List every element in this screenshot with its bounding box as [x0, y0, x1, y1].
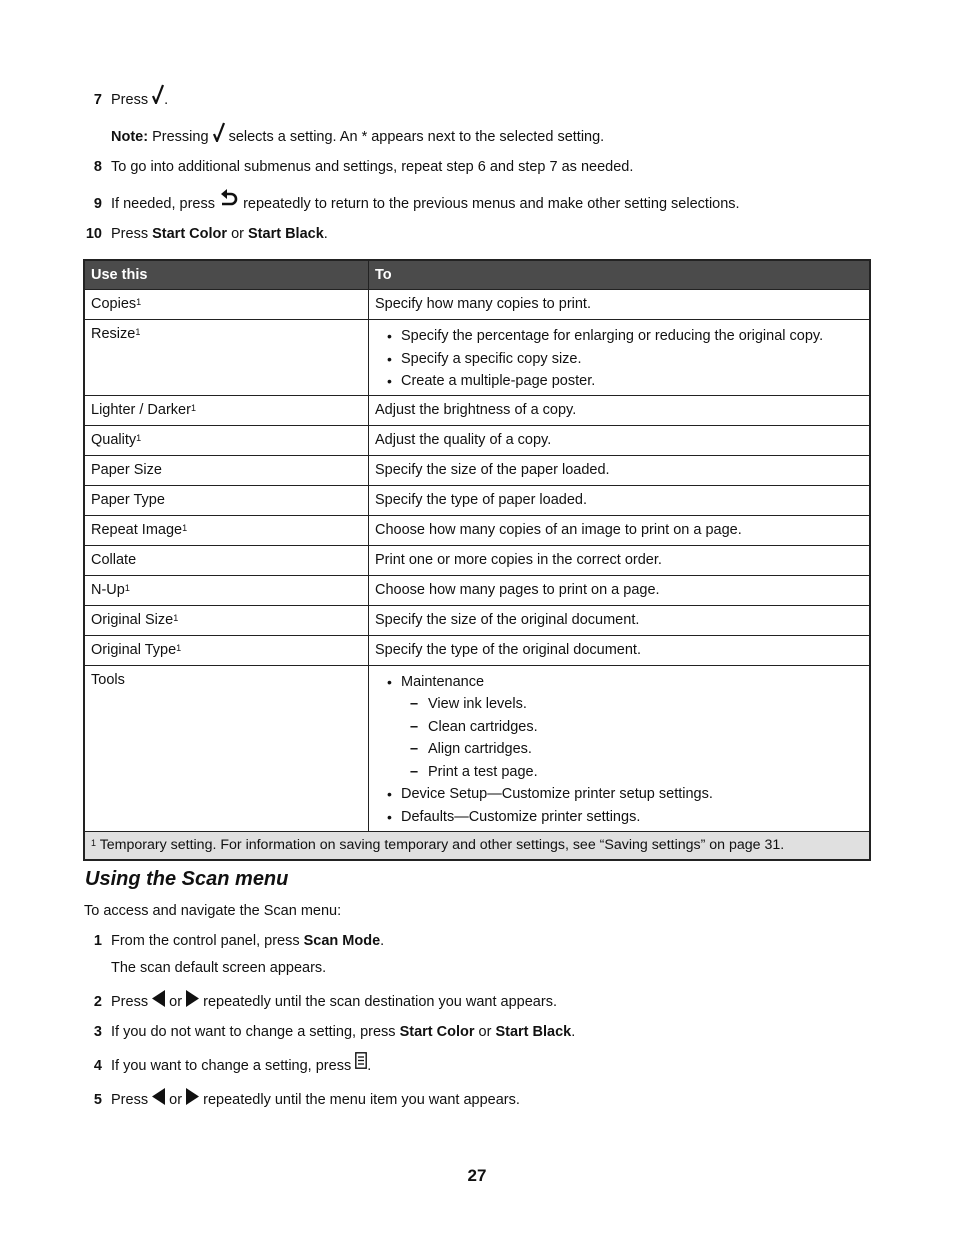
section-intro: To access and navigate the Scan menu: [84, 903, 342, 919]
table-row: Original Type$^1$ Specify the type of the original document. [84, 635, 870, 665]
step-number: 8 [93, 159, 102, 175]
back-arrow-icon [219, 189, 239, 209]
list-item: • Maintenance – View ink levels. – Clean cartridges. – Align cartridges. – Print a test page. [401, 671, 864, 784]
list-item: • Specify a specific copy size. [401, 348, 864, 371]
step-number: 4 [93, 1058, 102, 1074]
table-row: N-Up$^1$ Choose how many pages to print on a page. [84, 575, 870, 605]
table-row: Lighter / Darker$^1$ Adjust the brightness of a copy. [84, 395, 870, 425]
section-heading: Using the Scan menu [85, 868, 289, 890]
list-item: • Device Setup—Customize printer setup settings. [401, 783, 864, 806]
table-row: Paper Type Specify the type of paper loaded. [84, 485, 870, 515]
step-number: 10 [85, 226, 102, 242]
table-header-row [84, 260, 870, 290]
step-text: To go into additional submenus and settings, repeat step 6 and step 7 as needed. [111, 159, 634, 175]
left-arrow-icon [152, 990, 165, 1007]
table-row: Original Size$^1$ Specify the size of the original document. [84, 605, 870, 635]
note-label: Note: [111, 129, 149, 145]
left-arrow-icon [152, 1088, 165, 1105]
step-number: 2 [93, 994, 102, 1010]
checkmark-icon [152, 84, 164, 104]
table-row: Repeat Image$^1$ Choose how many copies of an image to print on a page. [84, 515, 870, 545]
menu-icon [355, 1052, 367, 1069]
table-row: Resize$^1$ • Specify the percentage for enlarging or reducing the original copy. • Specify a specific copy size. • Create a multiple-page poster. [84, 320, 870, 396]
step-substep: The scan default screen appears. [111, 960, 327, 976]
table-footnote-row: $^1$ Temporary setting. For information on saving temporary and other settings, see “Saving settings” on page 31. [84, 831, 870, 860]
list-item: • Specify the percentage for enlarging or reducing the original copy. [401, 325, 864, 348]
table-row: Tools • Maintenance – View ink levels. – Clean cartridges. – Align cartridges. – Print a test page. • Device Setup—Customize printer setup settings. • Defaults—Customize printer settings. [84, 665, 870, 831]
copy-settings-table [83, 259, 871, 861]
step-number: 5 [93, 1092, 102, 1108]
list-item: – Print a test page. [428, 761, 864, 784]
right-arrow-icon [186, 1088, 199, 1105]
step-number: 7 [93, 92, 102, 108]
table-row: Collate Print one or more copies in the correct order. [84, 545, 870, 575]
step-number: 3 [93, 1024, 102, 1040]
table-row: Copies$^1$ Specify how many copies to print. [84, 290, 870, 320]
step-number: 9 [93, 196, 102, 212]
step-number: 1 [93, 933, 102, 949]
page-number: 27 [467, 1166, 487, 1185]
column-header-to: To [369, 260, 871, 290]
table-row: Paper Size Specify the size of the paper loaded. [84, 455, 870, 485]
note: Note: Pressing selects a setting. An * appears next to the selected setting. [111, 129, 604, 145]
list-item: • Create a multiple-page poster. [401, 370, 864, 393]
list-item: • Defaults—Customize printer settings. [401, 806, 864, 829]
table-row: Quality$^1$ Adjust the quality of a copy. [84, 425, 870, 455]
list-item: – View ink levels. [428, 693, 864, 716]
step-text: Press [111, 92, 149, 108]
list-item: – Clean cartridges. [428, 716, 864, 739]
right-arrow-icon [186, 990, 199, 1007]
list-item: – Align cartridges. [428, 738, 864, 761]
footnote-text: Temporary setting. For information on saving temporary and other settings, see “Saving settings” on page 31. [99, 836, 785, 853]
dash-list [401, 693, 864, 783]
bullet-list [375, 671, 864, 829]
column-header-use-this: Use this [84, 260, 369, 290]
bullet-list [375, 325, 864, 393]
checkmark-icon [213, 122, 225, 142]
